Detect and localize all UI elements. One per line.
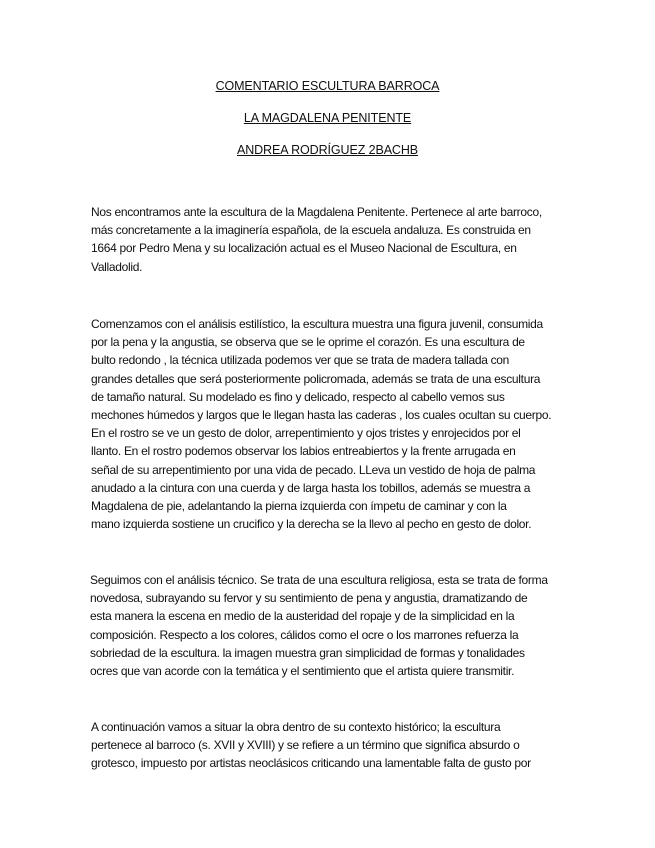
author-line: ANDREA RODRÍGUEZ 2BACHB	[236, 143, 419, 157]
paragraph-stylistic-analysis	[91, 315, 591, 533]
paragraph-introduction	[91, 203, 591, 276]
text-line: sobriedad de la escultura. la imagen muestra gran simplicidad de formas y tonalidades	[90, 645, 525, 660]
text-line: En el rostro se ve un gesto de dolor, arrepentimiento y ojos tristes y enrojecidos por el	[91, 426, 521, 441]
text-line: de tamaño natural. Su modelado es fino y delicado, respecto al cabello vemos sus	[91, 389, 505, 404]
paragraph-technical-analysis	[90, 571, 590, 680]
text-line: composición. Respecto a los colores, cálidos como el ocre o los marrones refuerza la	[90, 627, 519, 642]
text-line: pertenece al barroco (s. XVII y XVIII) y se refiere a un término que significa absurdo o	[91, 738, 520, 753]
text-line: Seguimos con el análisis técnico. Se trata de una escultura religiosa, esta se trata de forma	[90, 573, 548, 587]
text-line: bulto redondo , la técnica utilizada podemos ver que se trata de madera tallada con	[91, 353, 510, 368]
text-line: más concretamente a la imaginería española, de la escuela andaluza. Es construida en	[91, 223, 531, 238]
text-line: por la pena y la angustia, se observa que se le oprime el corazón. Es una escultura de	[91, 335, 525, 350]
text-line: grotesco, impuesto por artistas neoclásicos criticando una lamentable falta de gusto por	[91, 756, 531, 771]
text-line: mechones húmedos y largos que le llegan hasta las caderas , los cuales ocultan su cuerpo.	[91, 408, 552, 423]
text-line: Nos encontramos ante la escultura de la Magdalena Penitente. Pertenece al arte barroco,	[91, 205, 542, 219]
text-line: anudado a la cintura con una cuerda y de larga hasta los tobillos, además se muestra a	[91, 480, 531, 495]
text-line: mano izquierda sostiene un crucifico y la derecha se la llevo al pecho en gesto de dolor.	[91, 517, 532, 532]
text-line: Valladolid.	[91, 259, 143, 274]
text-line: 1664 por Pedro Mena y su localización actual es el Museo Nacional de Escultura, en	[91, 241, 517, 256]
text-line: Magdalena de pie, adelantando la pierna izquierda con ímpetu de caminar y con la	[91, 499, 507, 514]
text-line: señal de su arrepentimiento por una vida de pecado. LLeva un vestido de hoja de palma	[91, 462, 536, 477]
text-line: Comenzamos con el análisis estilístico, la escultura muestra una figura juvenil, consumida	[91, 317, 543, 331]
text-line: ocres que van acorde con la temática y el sentimiento que el artista quiere transmitir.	[90, 664, 515, 679]
text-line: grandes detalles que será posteriormente policromada, además se trata de una escultura	[91, 371, 541, 386]
text-line: llanto. En el rostro podemos observar los labios entreabiertos y la frente arrugada en	[91, 444, 516, 459]
text-line: esta manera la escena en medio de la austeridad del ropaje y de la simplicidad en la	[90, 609, 515, 624]
paragraph-historical-context	[91, 718, 591, 773]
text-line: novedosa, subrayando su fervor y su sentimiento de pena y angustia, dramatizando de	[90, 591, 528, 606]
text-line: A continuación vamos a situar la obra dentro de su contexto histórico; la escultura	[91, 720, 501, 734]
artwork-title: LA MAGDALENA PENITENTE	[243, 111, 412, 125]
document-title: COMENTARIO ESCULTURA BARROCA	[215, 79, 440, 93]
